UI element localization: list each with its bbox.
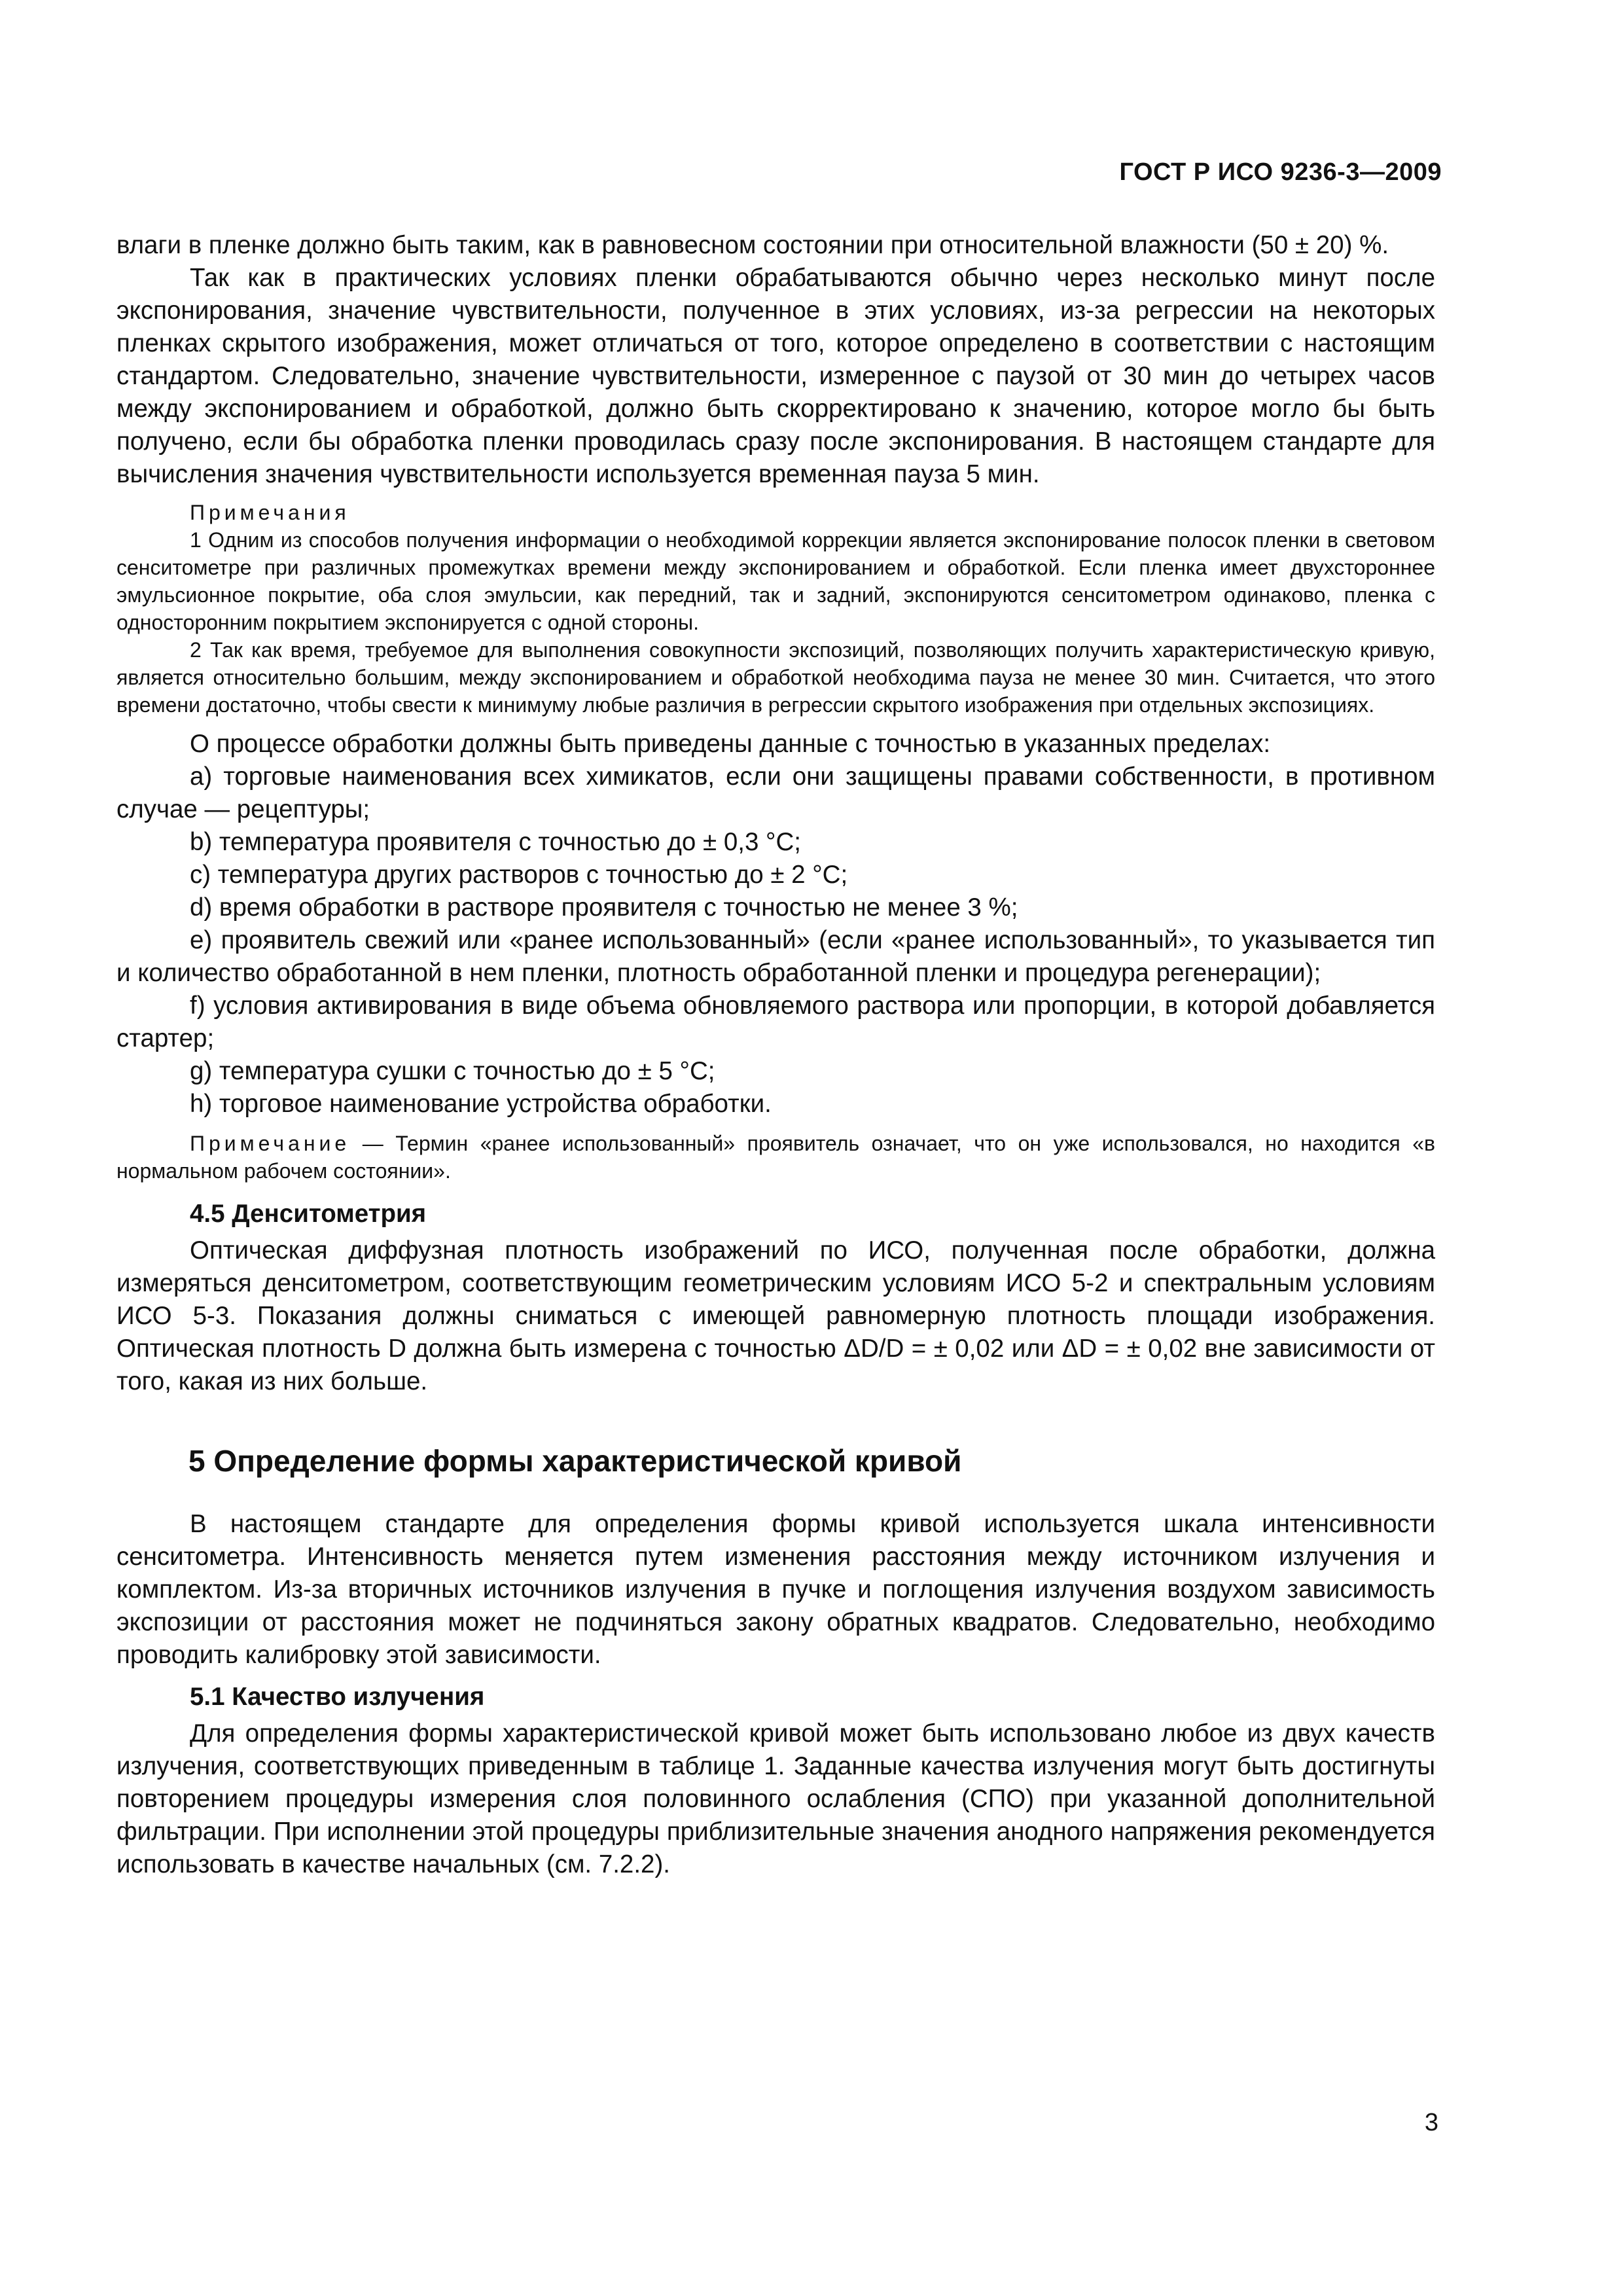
section-5-1-heading: 5.1 Качество излучения xyxy=(190,1683,485,1711)
processing-item-e: е) проявитель свежий или «ранее использованный» (если «ранее использованный», то указывается тип и количество обработанной в нем пленки, плотность обработанной пленки и процедура регенерации); xyxy=(116,926,1435,987)
section-5-text: В настоящем стандарте для определения формы кривой используется шкала интенсивности сенситометра. Интенсивность меняется путем изменения расстояния между источником излучения и комплектом. Из-за вторичных источников излучения в пучке и поглощения излучения воздухом зависимость экспозиции от расстояния может не подчиняться закону обратных квадратов. Следовательно, необходимо проводить калибровку этой зависимости. xyxy=(116,1510,1435,1669)
processing-item-b: b) температура проявителя с точностью до ± 0,3 °С; xyxy=(190,828,801,856)
section-4-5-heading: 4.5 Денситометрия xyxy=(190,1200,427,1228)
processing-item-g: g) температура сушки с точностью до ± 5 °С; xyxy=(190,1057,715,1085)
processing-item-a: а) торговые наименования всех химикатов, если они защищены правами собственности, в противном случае — рецептуры; xyxy=(116,762,1435,823)
processing-item-f: f) условия активирования в виде объема обновляемого раствора или пропорции, в которой добавляется стартер; xyxy=(116,992,1435,1052)
document-code: ГОСТ Р ИСО 9236-3—2009 xyxy=(1119,158,1442,186)
section-5-heading: 5 Определение формы характеристической кривой xyxy=(188,1444,962,1478)
note-text: — Термин «ранее использованный» проявитель означает, что он уже использовался, но находится «в нормальном рабочем состоянии». xyxy=(116,1132,1435,1183)
section-5-1-text: Для определения формы характеристической кривой может быть использовано любое из двух качеств излучения, соответствующих приведенным в таблице 1. Заданные качества излучения могут быть достигнуты повторением процедуры измерения слоя половинного ослабления (СПО) при указанной дополнительной фильтрации. При исполнении этой процедуры приблизительные значения анодного напряжения рекомендуется использовать в качестве начальных (см. 7.2.2). xyxy=(116,1719,1435,1878)
page-content xyxy=(116,229,1435,1881)
notes-block xyxy=(116,499,1435,719)
processing-intro: О процессе обработки должны быть приведены данные с точностью в указанных пределах: xyxy=(190,730,1271,758)
processing-item-h: h) торговое наименование устройства обработки. xyxy=(190,1090,772,1118)
processing-item-d: d) время обработки в растворе проявителя с точностью не менее 3 %; xyxy=(190,893,1018,922)
note-used-developer xyxy=(116,1130,1435,1185)
page-number: 3 xyxy=(1424,2109,1438,2136)
paragraph-sensitivity: Так как в практических условиях пленки обрабатываются обычно через несколько минут после экспонирования, значение чувствительности, полученное в этих условиях, из-за регрессии на некоторых пленках скрытого изображения, может отличаться от того, которое определено в соответствии с настоящим стандартом. Следовательно, значение чувствительности, измеренное с паузой от 30 мин до четырех часов между экспонированием и обработкой, должно быть скорректировано к значению, которое могло бы быть получено, если бы обработка пленки проводилась сразу после экспонирования. В настоящем стандарте для вычисления значения чувствительности используется временная пауза 5 мин. xyxy=(116,264,1435,488)
notes-title: Примечания xyxy=(190,501,350,524)
note-1: 1 Одним из способов получения информации о необходимой коррекции является экспонирование полосок пленки в световом сенситометре при различных промежутках времени между экспонированием и обработкой. Если пленка имеет двухстороннее эмульсионное покрытие, оба слоя эмульсии, как передний, так и задний, экспонируются сенситометром одинаково, пленка с односторонним покрытием экспонируется с одной стороны. xyxy=(116,528,1435,634)
paragraph-humidity: влаги в пленке должно быть таким, как в равновесном состоянии при относительной влажности (50 ± 20) %. xyxy=(116,231,1389,259)
section-4-5-text: Оптическая диффузная плотность изображений по ИСО, полученная после обработки, должна измеряться денситометром, соответствующим геометрическим условиям ИСО 5-2 и спектральным условиям ИСО 5-3. Показания должны сниматься с имеющей равномерную плотность площади изображения. Оптическая плотность D должна быть измерена с точностью ΔD/D = ± 0,02 или ΔD = ± 0,02 вне зависимости от того, какая из них больше. xyxy=(116,1236,1435,1395)
note-label: Примечание xyxy=(190,1132,351,1155)
note-2: 2 Так как время, требуемое для выполнения совокупности экспозиций, позволяющих получить характеристическую кривую, является относительно большим, между экспонированием и обработкой необходима пауза не менее 30 мин. Считается, что этого времени достаточно, чтобы свести к минимуму любые различия в регрессии скрытого изображения при отдельных экспозициях. xyxy=(116,638,1435,717)
processing-item-c: с) температура других растворов с точностью до ± 2 °С; xyxy=(190,861,848,889)
